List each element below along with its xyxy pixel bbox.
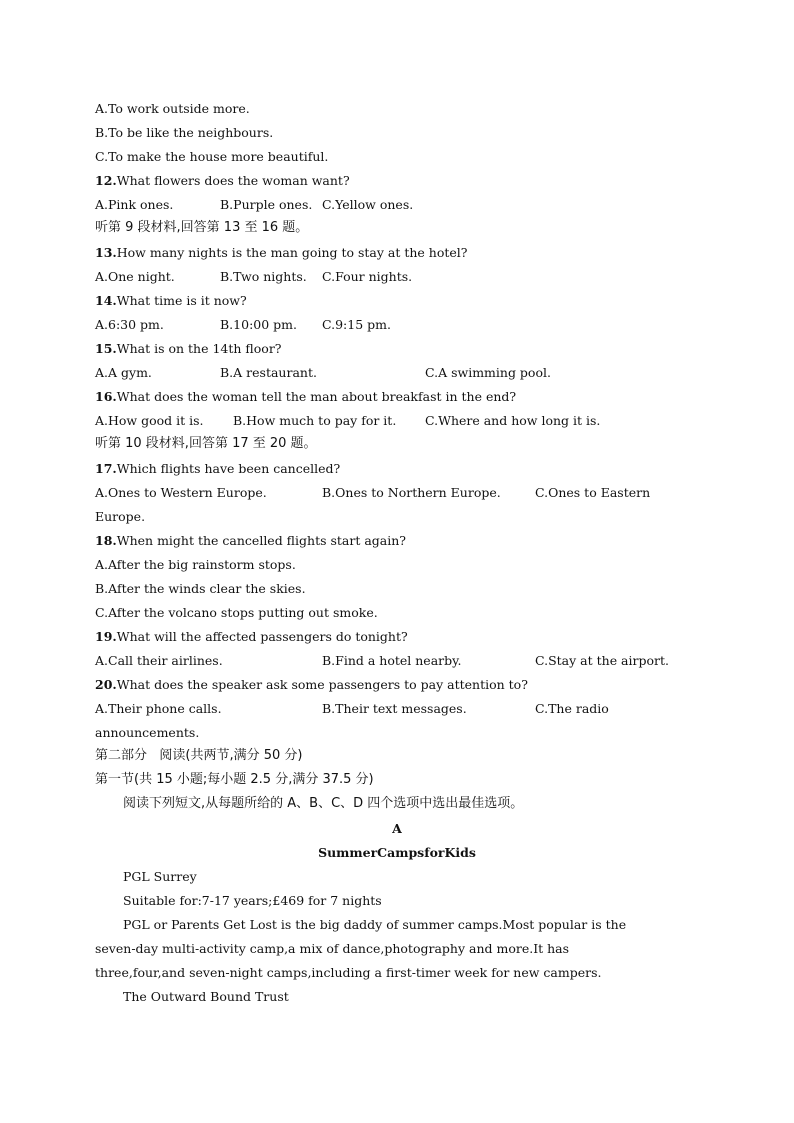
q19-option-b: B.Find a hotel nearby.: [322, 653, 462, 668]
q14-question: [95, 293, 247, 309]
q17-option-c-continued: Europe.: [95, 509, 146, 524]
q12-option-c: C.Yellow ones.: [322, 197, 414, 212]
q15-question: [95, 341, 282, 357]
reading-instruction: 阅读下列短文,从每题所给的 A、B、C、D 四个选项中选出最佳选项。: [123, 796, 524, 811]
q19-question: [95, 629, 408, 645]
q12-text: What flowers does the woman want?: [116, 173, 350, 188]
q16-text: What does the woman tell the man about breakfast in the end?: [116, 389, 517, 404]
q11-option-b: B.To be like the neighbours.: [95, 125, 274, 140]
q15-option-b: B.A restaurant.: [220, 365, 317, 380]
camp1-suitable: Suitable for:7-17 years;£469 for 7 nights: [123, 893, 382, 908]
q11-option-a: A.To work outside more.: [95, 101, 250, 116]
q19-number: 19.: [95, 629, 117, 644]
q13-option-c: C.Four nights.: [322, 269, 413, 284]
q20-question: [95, 677, 528, 693]
q13-text: How many nights is the man going to stay at the hotel?: [116, 245, 468, 260]
q19-option-a: A.Call their airlines.: [95, 653, 223, 668]
q20-option-a: A.Their phone calls.: [95, 701, 222, 716]
camp1-paragraph-line1: PGL or Parents Get Lost is the big daddy of summer camps.Most popular is the: [123, 917, 627, 932]
camp1-name: PGL Surrey: [123, 869, 197, 884]
q19-option-c: C.Stay at the airport.: [535, 653, 669, 668]
q20-number: 20.: [95, 677, 117, 692]
q18-question: [95, 533, 406, 549]
q15-option-c: C.A swimming pool.: [425, 365, 551, 380]
q20-option-c-continued: announcements.: [95, 725, 200, 740]
q18-number: 18.: [95, 533, 117, 548]
q14-option-a: A.6:30 pm.: [95, 317, 164, 332]
camp1-paragraph-line3: three,four,and seven-night camps,including a first-timer week for new campers.: [95, 965, 602, 980]
section1-heading: 第一节(共 15 小题;每小题 2.5 分,满分 37.5 分): [95, 772, 374, 787]
passage-letter: A: [392, 821, 402, 836]
q13-question: [95, 245, 468, 261]
q20-option-b: B.Their text messages.: [322, 701, 467, 716]
q16-option-b: B.How much to pay for it.: [233, 413, 397, 428]
q17-number: 17.: [95, 461, 117, 476]
q18-option-a: A.After the big rainstorm stops.: [95, 557, 296, 572]
q17-option-b: B.Ones to Northern Europe.: [322, 485, 501, 500]
q17-text: Which flights have been cancelled?: [116, 461, 341, 476]
q17-option-c: C.Ones to Eastern: [535, 485, 651, 500]
q17-option-a: A.Ones to Western Europe.: [95, 485, 267, 500]
q18-option-c: C.After the volcano stops putting out smoke.: [95, 605, 378, 620]
section9-instruction: 听第 9 段材料,回答第 13 至 16 题。: [95, 220, 309, 235]
q20-text: What does the speaker ask some passengers to pay attention to?: [116, 677, 528, 692]
q14-option-c: C.9:15 pm.: [322, 317, 391, 332]
q20-option-c: C.The radio: [535, 701, 609, 716]
q12-question: [95, 173, 350, 189]
q14-number: 14.: [95, 293, 117, 308]
q18-option-b: B.After the winds clear the skies.: [95, 581, 306, 596]
q14-option-b: B.10:00 pm.: [220, 317, 297, 332]
q19-text: What will the affected passengers do tonight?: [116, 629, 408, 644]
q15-text: What is on the 14th floor?: [116, 341, 282, 356]
q13-number: 13.: [95, 245, 117, 260]
q16-option-c: C.Where and how long it is.: [425, 413, 601, 428]
q13-option-a: A.One night.: [95, 269, 175, 284]
q14-text: What time is it now?: [116, 293, 247, 308]
q16-number: 16.: [95, 389, 117, 404]
q15-option-a: A.A gym.: [95, 365, 152, 380]
camp1-paragraph-line2: seven-day multi-activity camp,a mix of dance,photography and more.It has: [95, 941, 570, 956]
q15-number: 15.: [95, 341, 117, 356]
passage-title: SummerCampsforKids: [318, 845, 476, 860]
camp2-name: The Outward Bound Trust: [123, 989, 289, 1004]
part2-heading: 第二部分 阅读(共两节,满分 50 分): [95, 748, 303, 763]
q17-question: [95, 461, 340, 477]
q16-question: [95, 389, 516, 405]
q12-number: 12.: [95, 173, 117, 188]
q12-option-b: B.Purple ones.: [220, 197, 313, 212]
q18-text: When might the cancelled flights start again?: [116, 533, 407, 548]
q16-option-a: A.How good it is.: [95, 413, 204, 428]
q13-option-b: B.Two nights.: [220, 269, 307, 284]
section10-instruction: 听第 10 段材料,回答第 17 至 20 题。: [95, 436, 317, 451]
q11-option-c: C.To make the house more beautiful.: [95, 149, 329, 164]
q12-option-a: A.Pink ones.: [95, 197, 174, 212]
